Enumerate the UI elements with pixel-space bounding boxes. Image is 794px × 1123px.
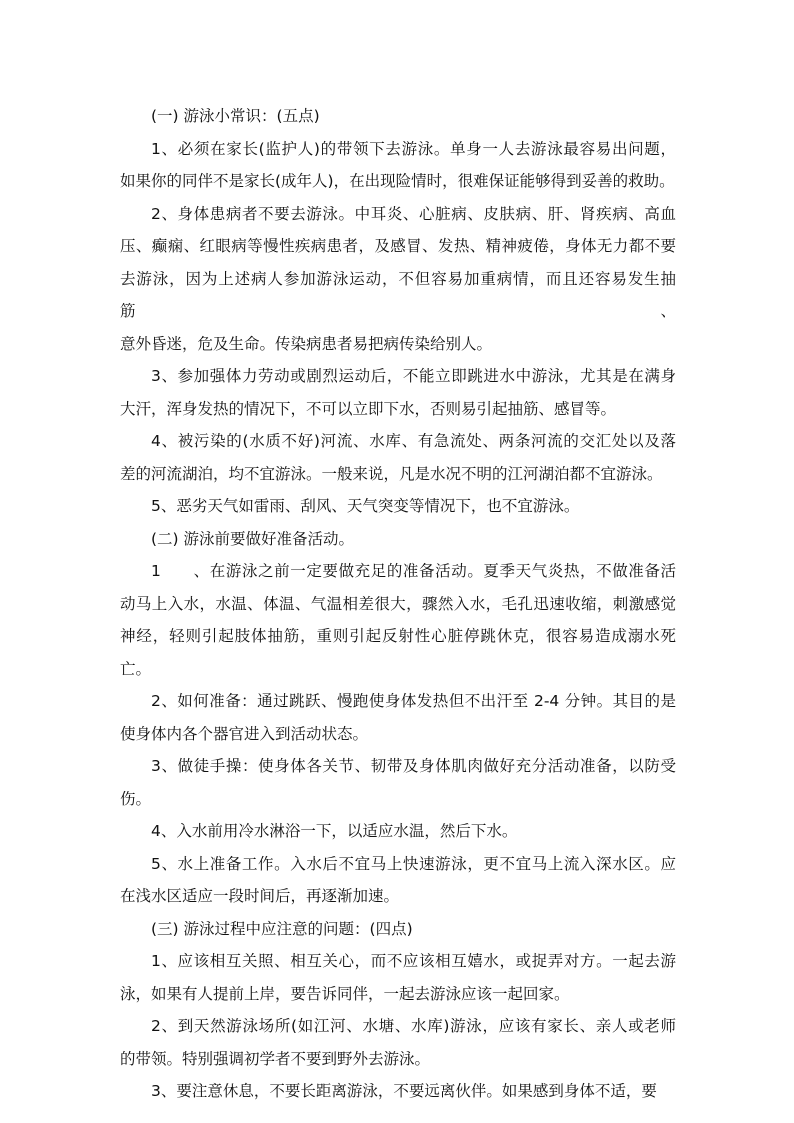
text-line: 1、必须在家长(监护人)的带领下去游泳。单身一人去游泳最容易出问题，: [151, 139, 676, 158]
text-line: (一) 游泳小常识：(五点): [151, 107, 320, 125]
paragraph: [120, 555, 676, 685]
paragraph: [120, 1010, 676, 1075]
text-line: 5、水上准备工作。入水后不宜马上快速游泳，更不宜马上流入深水区。应: [151, 854, 676, 873]
text-line: 1 、在游泳之前一定要做充足的准备活动。夏季天气炎热，不做准备活: [151, 562, 676, 580]
text-line: 使身体内各个器官进入到活动状态。: [120, 724, 369, 743]
text-line: 3、参加强体力劳动或剧烈运动后，不能立即跳进水中游泳，尤其是在满身: [151, 367, 676, 385]
paragraph: [120, 1075, 676, 1108]
text-line: 去游泳，因为上述病人参加游泳运动，不但容易加重病情，而且还容易发生抽筋、: [120, 269, 676, 320]
paragraph: [120, 198, 676, 361]
text-line: 差的河流湖泊，均不宜游泳。一般来说，凡是水况不明的江河湖泊都不宜游泳。: [120, 464, 663, 483]
text-line: 压、癫痫、红眼病等慢性疾病患者，及感冒、发热、精神疲倦，身体无力都不要: [120, 237, 676, 255]
text-line: 的带领。特别强调初学者不要到野外去游泳。: [120, 1049, 431, 1068]
text-line: 如果你的同伴不是家长(成年人)，在出现险情时，很难保证能够得到妥善的救助。: [120, 172, 675, 190]
paragraph: [120, 848, 676, 913]
paragraph: [120, 360, 676, 425]
text-line: 2、身体患病者不要去游泳。中耳炎、心脏病、皮肤病、肝、肾疾病、高血: [151, 204, 676, 223]
text-line: 3、要注意休息，不要长距离游泳，不要远离伙伴。如果感到身体不适，要: [151, 1082, 657, 1100]
text-line: 动马上入水，水温、体温、气温相差很大，骤然入水，毛孔迅速收缩，刺激感觉: [120, 594, 676, 613]
text-line: 2、如何准备：通过跳跃、慢跑使身体发热但不出汗至 2-4 分钟。其目的是: [151, 692, 676, 710]
paragraph: [120, 133, 676, 198]
text-line: 3、做徒手操：使身体各关节、韧带及身体肌肉做好充分活动准备，以防受: [151, 757, 676, 775]
text-line: 2、到天然游泳场所(如江河、水塘、水库)游泳，应该有家长、亲人或老师: [151, 1017, 676, 1035]
text-line: (三) 游泳过程中应注意的问题：(四点): [151, 919, 413, 938]
text-line: 大汗，浑身发热的情况下，不可以立即下水，否则易引起抽筋、感冒等。: [120, 399, 617, 418]
text-line: 意外昏迷，危及生命。传染病患者易把病传染给别人。: [120, 334, 493, 353]
paragraph: [120, 425, 676, 490]
text-line: 4、被污染的(水质不好)河流、水库、有急流处、两条河流的交汇处以及落: [151, 432, 676, 450]
paragraph: [120, 913, 676, 946]
paragraph: [120, 815, 676, 848]
text-line: 伤。: [120, 789, 152, 808]
text-line: (二) 游泳前要做好准备活动。: [151, 529, 355, 548]
paragraph: [120, 100, 676, 133]
text-line: 5、恶劣天气如雷雨、刮风、天气突变等情况下，也不宜游泳。: [151, 497, 580, 515]
paragraph: [120, 685, 676, 750]
paragraph: [120, 750, 676, 815]
text-line: 1、应该相互关照、相互关心，而不应该相互嬉水，或捉弄对方。一起去游: [151, 952, 676, 970]
text-line: 泳，如果有人提前上岸，要告诉同伴，一起去游泳应该一起回家。: [120, 984, 570, 1003]
paragraph: [120, 490, 676, 523]
paragraph: [120, 523, 676, 556]
text-line: 在浅水区适应一段时间后，再逐渐加速。: [120, 887, 400, 905]
text-line: 神经，轻则引起肢体抽筋，重则引起反射性心脏停跳休克，很容易造成溺水死亡。: [120, 627, 676, 678]
document-body: [120, 100, 676, 1108]
text-line: 4、入水前用冷水淋浴一下，以适应水温，然后下水。: [151, 822, 518, 840]
paragraph: [120, 945, 676, 1010]
